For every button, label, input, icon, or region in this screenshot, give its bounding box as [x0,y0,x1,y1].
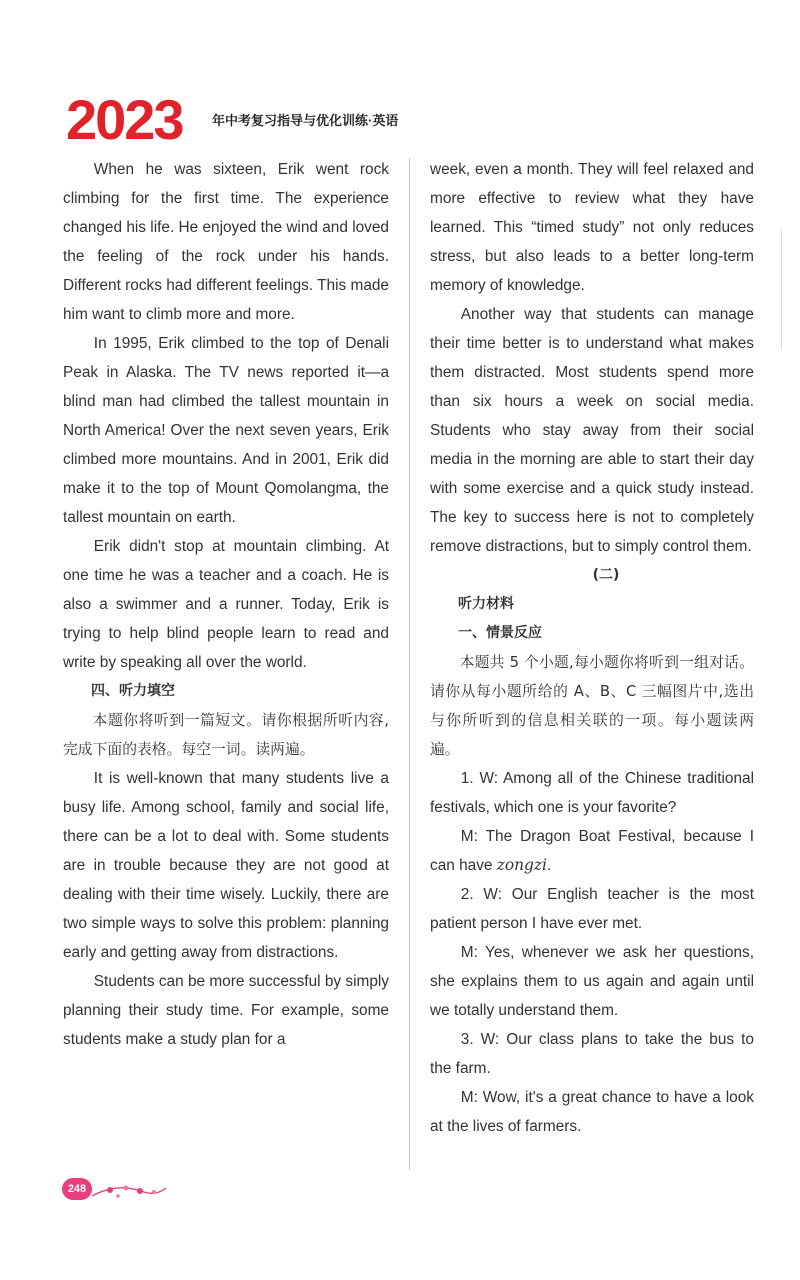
question-3-m: M: Wow, it's a great chance to have a look at the lives of farmers. [430,1089,754,1135]
floral-ornament-icon [88,1176,168,1206]
left-paragraph-3: Erik didn't stop at mountain climbing. At one time he was a teacher and a coach. He is also a swimmer and a runner. Today, Erik is trying to help blind people learn to read and write by speaking all over the world. [63,538,389,671]
left-column [63,155,389,1054]
question-1-m-italic: zongzi [496,856,547,874]
header-subtitle: 年中考复习指导与优化训练·英语 [212,113,399,128]
header-year: 2023 [66,88,183,151]
part-title: (二) [592,567,620,583]
section-4-heading: 四、听力填空 [91,683,175,699]
right-paragraph-2: Another way that students can manage their time better is to understand what makes them distracted. Most students spend more than six hours a week on social media. Students who stay away from their social media in the morning are able to start their day with some exercise and a quick study instead. The key to success here is not to completely remove distractions, but to simply control them. [430,306,754,555]
question-2-w: 2. W: Our English teacher is the most patient person I have ever met. [430,886,754,932]
section-4-instructions: 本题你将听到一篇短文。请你根据所听内容,完成下面的表格。每空一词。读两遍。 [63,712,389,758]
right-paragraph-1: week, even a month. They will feel relaxed and more effective to review what they have learned. This “timed study” not only reduces stress, but also leads to a better long-term memory of knowledge. [430,161,754,294]
page-header [66,88,466,151]
listening-heading: 听力材料 [458,596,514,612]
left-paragraph-1: When he was sixteen, Erik went rock climbing for the first time. The experience changed his life. He enjoyed the wind and loved the feeling of the rock under his hands. Different rocks had different feelings. This made him want to climb more and more. [63,161,389,323]
question-1-m [430,822,754,880]
left-paragraph-4: It is well-known that many students live a busy life. Among school, family and social life, there can be a lot to deal with. Some students are in trouble because they are not good at dealing with their time wisely. Luckily, there are two simple ways to solve this problem: planning early and getting away from distractions. [63,770,389,961]
column-divider [409,158,410,1170]
question-2-m: M: Yes, whenever we ask her questions, she explains them to us again and again until we totally understand them. [430,944,754,1019]
question-1-m-end: . [546,857,552,874]
question-1-w: 1. W: Among all of the Chinese traditional festivals, which one is your favorite? [430,770,754,816]
section-1-instructions: 本题共 5 个小题,每小题你将听到一组对话。请你从每小题所给的 A、B、C 三幅图片中,选出与你所听到的信息相关联的一项。每小题读两遍。 [430,654,754,758]
page-footer [62,1176,172,1206]
left-paragraph-5: Students can be more successful by simply planning their study time. For example, some students make a study plan for a [63,973,389,1048]
left-paragraph-2: In 1995, Erik climbed to the top of Denali Peak in Alaska. The TV news reported it—a blind man had climbed the tallest mountain in North America! Over the next seven years, Erik climbed more mountains. And in 2001, Erik did make it to the top of Mount Qomolangma, the tallest mountain on earth. [63,335,389,526]
section-1-heading: 一、情景反应 [458,625,542,641]
page-number: 248 [67,1183,87,1195]
question-1-m-text: M: The Dragon Boat Festival, because I can have [430,828,754,874]
right-column [430,155,754,1141]
page-edge-line [781,230,782,350]
question-3-w: 3. W: Our class plans to take the bus to the farm. [430,1031,754,1077]
